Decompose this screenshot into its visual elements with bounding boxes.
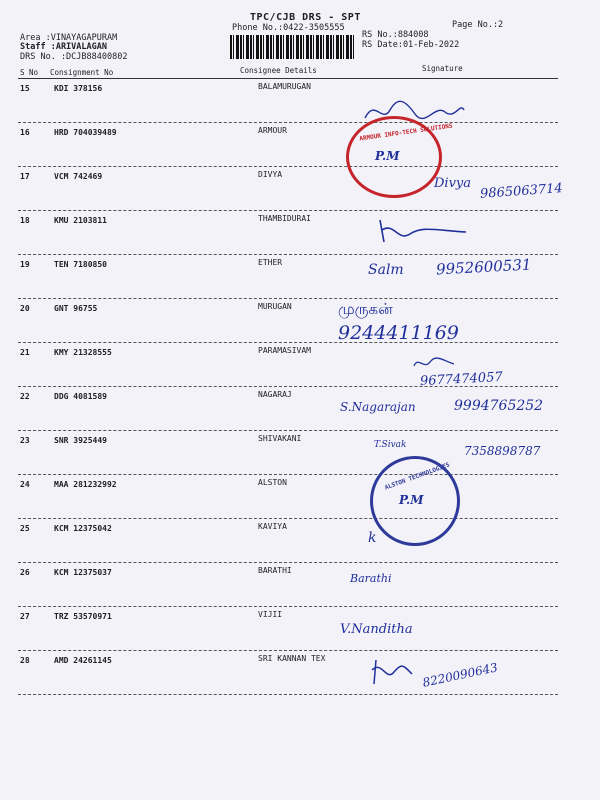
row-divider [18, 694, 558, 695]
row-divider [18, 342, 558, 343]
staff-label: Staff :ARIVALAGAN [20, 42, 107, 52]
row-consignment-no: GNT 96755 [54, 304, 98, 313]
murugan-phone: 9244411169 [338, 322, 459, 344]
paramasivam-signature [410, 354, 460, 372]
row-consignee: ETHER [258, 258, 283, 267]
row-consignee: BALAMURUGAN [258, 82, 311, 91]
col-consignee: Consignee Details [240, 66, 317, 75]
row-sno: 27 [20, 612, 30, 621]
area-label: Area :VINAYAGAPURAM [20, 33, 118, 43]
row-sno: 21 [20, 348, 30, 357]
row-sno: 17 [20, 172, 30, 181]
shivakani-phone: 7358898787 [464, 444, 541, 458]
row-sno: 25 [20, 524, 30, 533]
row-sno: 28 [20, 656, 30, 665]
row-consignee: ALSTON [258, 478, 287, 487]
row-consignment-no: DDG 4081589 [54, 392, 107, 401]
row-divider [18, 430, 558, 431]
row-consignment-no: KDI 378156 [54, 84, 103, 93]
alston-stamp-text: ALSTON TECHNOLOGIES [383, 461, 451, 492]
rs-date: RS Date:01-Feb-2022 [362, 40, 460, 50]
row-consignee: BARATHI [258, 566, 292, 575]
alston-stamp-initials: P.M [399, 493, 424, 507]
kaviya-signature: k [368, 530, 377, 546]
row-consignment-no: AMD 24261145 [54, 656, 112, 665]
srikannan-phone: 8220090643 [421, 660, 499, 690]
thambidurai-signature [374, 216, 474, 246]
row-consignee: NAGARAJ [258, 390, 292, 399]
vijii-signature: V.Nanditha [340, 622, 413, 637]
row-consignment-no: KCM 12375042 [54, 524, 112, 533]
row-consignment-no: KMY 21328555 [54, 348, 112, 357]
row-consignee: THAMBIDURAI [258, 214, 311, 223]
rs-number: RS No.:884008 [362, 30, 429, 40]
nagaraj-signature: S.Nagarajan [340, 400, 416, 414]
row-sno: 23 [20, 436, 30, 445]
row-sno: 18 [20, 216, 30, 225]
page-number: Page No.:2 [452, 20, 504, 30]
srikannan-signature [368, 656, 418, 688]
row-consignee: MURUGAN [258, 302, 292, 311]
row-consignment-no: KMU 2103811 [54, 216, 107, 225]
row-consignee: KAVIYA [258, 522, 287, 531]
row-sno: 24 [20, 480, 30, 489]
barcode [230, 35, 354, 59]
row-divider [18, 122, 558, 123]
row-consignment-no: KCM 12375037 [54, 568, 112, 577]
row-divider [18, 518, 558, 519]
row-divider [18, 474, 558, 475]
row-divider [18, 298, 558, 299]
row-consignment-no: TEN 7180850 [54, 260, 107, 269]
divya-phone: 9865063714 [479, 181, 564, 202]
phone-number: Phone No.:0422-3505555 [232, 23, 345, 33]
armour-stamp-text: ARMOUR INFO-TECH SOLUTIONS [358, 122, 453, 143]
paramasivam-phone: 9677474057 [419, 369, 504, 390]
armour-stamp-initials: P.M [375, 149, 400, 163]
row-consignee: SHIVAKANI [258, 434, 302, 443]
row-sno: 22 [20, 392, 30, 401]
row-divider [18, 210, 558, 211]
row-consignee: SRI KANNAN TEX [258, 654, 326, 663]
alston-stamp [370, 456, 460, 546]
row-consignee: PARAMASIVAM [258, 346, 311, 355]
row-sno: 15 [20, 84, 30, 93]
row-sno: 26 [20, 568, 30, 577]
row-divider [18, 650, 558, 651]
col-consignment: Consignment No [50, 68, 114, 77]
row-consignment-no: VCM 742469 [54, 172, 103, 181]
col-signature: Signature [422, 64, 463, 73]
row-divider [18, 606, 558, 607]
row-sno: 19 [20, 260, 30, 269]
row-sno: 16 [20, 128, 30, 137]
row-divider [18, 254, 558, 255]
divya-signature: Divya [434, 176, 472, 191]
row-consignment-no: SNR 3925449 [54, 436, 107, 445]
row-consignee: VIJII [258, 610, 283, 619]
header-rule [18, 78, 558, 79]
row-divider [18, 166, 558, 167]
row-consignee: ARMOUR [258, 126, 287, 135]
murugan-tamil-signature: முருகன் [338, 300, 393, 318]
balamurugan-signature [360, 98, 470, 124]
ether-signature: Salm [368, 262, 404, 278]
nagaraj-phone: 9994765252 [454, 398, 544, 414]
row-consignment-no: HRD 704039489 [54, 128, 117, 137]
row-consignee: DIVYA [258, 170, 283, 179]
col-sno: S No [20, 68, 39, 77]
barathi-signature: Barathi [350, 572, 392, 585]
drs-number: DRS No. :DCJB88400802 [20, 52, 128, 62]
ether-phone: 9952600531 [435, 255, 532, 279]
row-divider [18, 562, 558, 563]
row-sno: 20 [20, 304, 30, 313]
row-consignment-no: MAA 281232992 [54, 480, 117, 489]
shivakani-signature: T.Sivak [374, 440, 407, 450]
drs-title: TPC/CJB DRS - SPT [250, 12, 361, 23]
row-consignment-no: TRZ 53570971 [54, 612, 112, 621]
